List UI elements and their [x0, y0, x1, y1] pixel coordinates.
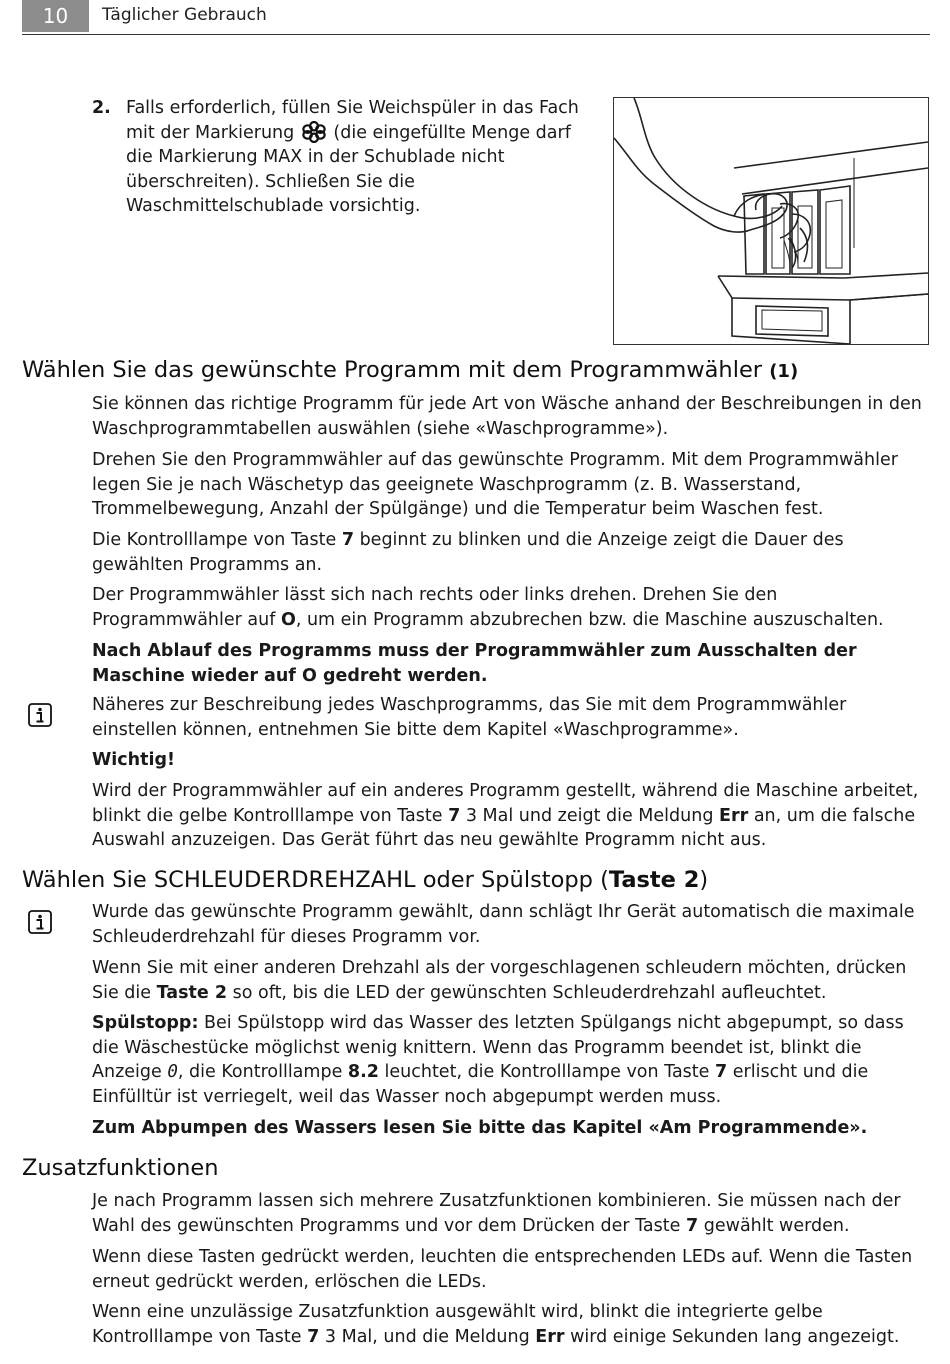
text: Wird der Programmwähler auf ein anderes Programm gestellt, während die Maschine arbeitet, blinkt die gelbe Kontrolllampe von Taste [92, 781, 919, 826]
info-icon [28, 703, 52, 727]
section-heading-programme [22, 356, 798, 386]
step-text-b: (die eingefüllte Menge darf die Markierung MAX in der Schublade nicht überschreiten). Schließen Sie die Waschmittelschublade vorsichtig. [126, 122, 571, 216]
text: Die Kontrolllampe von Taste [92, 530, 337, 550]
step-text-a: Falls erforderlich, füllen Sie Weichspüler in das Fach mit der Markierung [126, 98, 579, 143]
detergent-drawer-illustration [613, 97, 929, 345]
heading-suffix: (1) [769, 361, 799, 382]
heading-text: ) [699, 867, 709, 893]
key-label: 7 [715, 1062, 728, 1082]
paragraph: Wenn diese Tasten gedrückt werden, leuchten die entsprechenden LEDs auf. Wenn die Tasten erneut gedrückt werden, erlöschen die LEDs. [92, 1247, 913, 1292]
drawer-drawing [614, 98, 928, 344]
paragraph [92, 956, 928, 1005]
step-2 [92, 96, 602, 219]
text: Wenn Sie mit einer anderen Drehzahl als der vorgeschlagenen schleudern möchten, drücken Sie die [92, 958, 907, 1003]
running-title: Täglicher Gebrauch [102, 5, 267, 25]
important-label: Wichtig! [92, 750, 176, 770]
key-label: 7 [448, 805, 461, 826]
text: wird einige Sekunden lang angezeigt. [570, 1326, 900, 1347]
page-header [22, 0, 930, 35]
paragraph: Näheres zur Beschreibung jedes Waschprogramms, das Sie mit dem Programmwähler einstellen können, entnehmen Sie bitte dem Kapitel «Waschprogramme». [92, 695, 847, 740]
section-heading-options: Zusatzfunktionen [22, 1155, 219, 1181]
paragraph [92, 1300, 928, 1349]
key-label: 7 [341, 530, 354, 550]
key-label: 7 [685, 1215, 699, 1236]
info-icon [28, 910, 52, 934]
error-code: Err [535, 1326, 565, 1347]
key-label: Taste 2 [156, 982, 228, 1003]
display-glyph: 0 [167, 1062, 178, 1082]
paragraph [92, 583, 928, 632]
step-number: 2. [92, 98, 111, 118]
text: erlischt und die Einfülltür ist verriegelt, weil das Wasser noch abgepumpt werden muss. [92, 1062, 869, 1107]
text: Der Programmwähler lässt sich nach rechts oder links drehen. Drehen Sie den Programmwähler auf [92, 585, 778, 630]
text: Je nach Programm lassen sich mehrere Zusatzfunktionen kombinieren. Sie müssen nach der Wahl des gewünschten Programms und vor dem Drücken der Taste [92, 1191, 901, 1236]
text: so oft, bis die LED der gewünschten Schleuderdrehzahl aufleuchtet. [232, 982, 827, 1003]
paragraph: Wurde das gewünschte Programm gewählt, dann schlägt Ihr Gerät automatisch die maximale Schleuderdrehzahl für dieses Programm vor. [92, 902, 915, 947]
paragraph [92, 528, 928, 577]
softener-flower-icon [300, 121, 328, 143]
paragraph [92, 1189, 928, 1238]
key-label: 7 [307, 1326, 320, 1347]
text: an, um die falsche Auswahl anzuzeigen. Das Gerät führt das neu gewählte Programm nicht aus. [92, 805, 916, 850]
page-number: 10 [22, 0, 89, 32]
section-heading-spin [22, 866, 708, 894]
paragraph [92, 1011, 928, 1109]
heading-text: Wählen Sie das gewünschte Programm mit dem Programmwähler [22, 357, 763, 383]
key-label: 8.2 [347, 1062, 379, 1082]
paragraph: Drehen Sie den Programmwähler auf das gewünschte Programm. Mit dem Programmwähler legen Sie je nach Wäschetyp das geeignete Waschprogramm (z. B. Wasserstand, Trommelbewegung, Anzahl der Spülgänge) und die Temperatur beim Waschen fest. [92, 450, 898, 519]
text: beginnt zu blinken und die Anzeige zeigt die Dauer des gewählten Programms an. [92, 530, 844, 575]
step-text [126, 96, 602, 219]
text: , um ein Programm abzubrechen bzw. die Maschine auszuschalten. [295, 609, 884, 630]
bold-note: Zum Abpumpen des Wassers lesen Sie bitte das Kapitel «Am Programmende». [92, 1118, 868, 1138]
text: 3 Mal, und die Meldung [324, 1326, 530, 1347]
paragraph: Sie können das richtige Programm für jede Art von Wäsche anhand der Beschreibungen in den Waschprogrammtabellen auswählen (siehe «Waschprogramme»). [92, 394, 922, 439]
heading-key: Taste 2 [608, 867, 700, 893]
error-code: Err [719, 805, 749, 826]
text: 3 Mal und zeigt die Meldung [465, 805, 714, 826]
text: leuchtet, die Kontrolllampe von Taste [384, 1062, 710, 1082]
text: gewählt werden. [703, 1215, 850, 1236]
key-label: O [280, 609, 296, 630]
text: Wenn eine unzulässige Zusatzfunktion ausgewählt wird, blinkt die integrierte gelbe Kontrolllampe von Taste [92, 1302, 823, 1347]
heading-text: Wählen Sie SCHLEUDERDREHZAHL oder Spülstopp ( [22, 867, 609, 893]
rinse-hold-label: Spülstopp: [92, 1013, 199, 1033]
text: , die Kontrolllampe [177, 1062, 343, 1082]
text: Bei Spülstopp wird das Wasser des letzten Spülgangs nicht abgepumpt, so dass die Wäschestücke möglichst wenig knittern. Wenn das Programm beendet ist, blinkt die Anzeige [92, 1013, 904, 1082]
bold-note: Nach Ablauf des Programms muss der Programmwähler zum Ausschalten der Maschine wieder auf O gedreht werden. [92, 641, 857, 686]
paragraph [92, 779, 928, 853]
